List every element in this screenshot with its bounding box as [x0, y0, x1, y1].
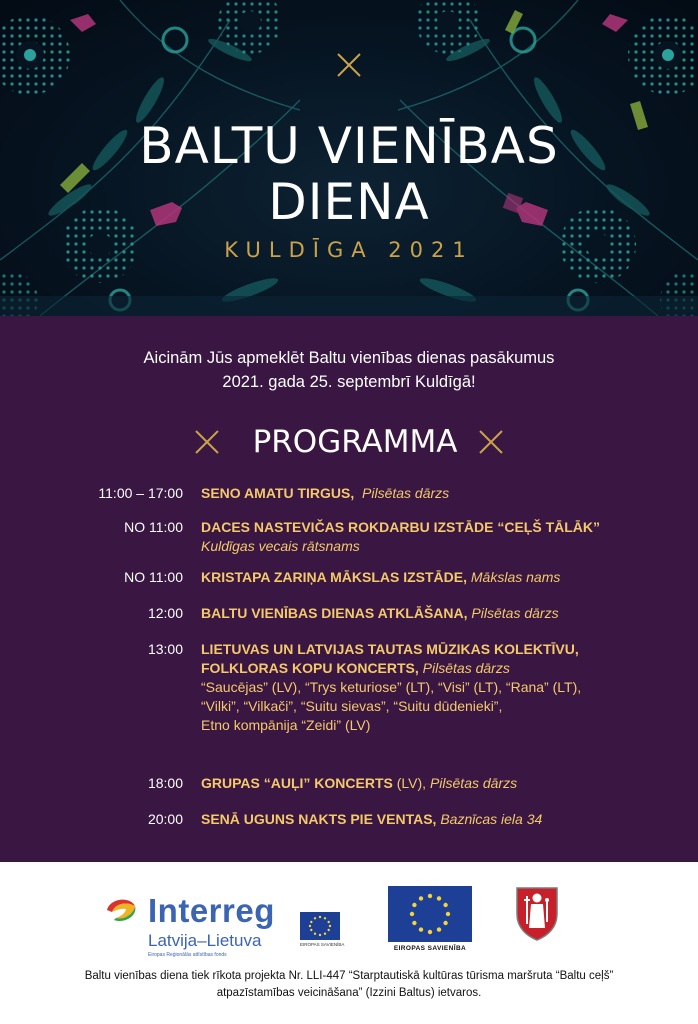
sponsor-footer	[0, 862, 698, 1024]
event-location: Pilsētas dārzs	[429, 775, 518, 791]
eu-flag-icon	[388, 886, 472, 942]
event-title: KRISTAPA ZARIŅA MĀKSLAS IZSTĀDE,	[201, 569, 467, 585]
event-time: 18:00	[147, 775, 183, 791]
top-cross-icon	[336, 52, 362, 78]
eu-small-caption: EIROPAS SAVIENĪBA	[300, 942, 345, 947]
event-subtitle: KULDĪGA 2021	[224, 238, 474, 262]
interreg-fund: Eiropas Reģionālās attīstības fonds	[148, 952, 227, 958]
interreg-swirl-icon	[104, 896, 138, 922]
cross-right-icon	[477, 428, 505, 456]
event-title-line2: FOLKLORAS KOPU KONCERTS,	[201, 660, 419, 676]
kuldiga-coat-of-arms-icon	[513, 884, 561, 942]
project-note-line2: atpazīstamības veicināšana” (Izzini Baltus) ietvaros.	[216, 987, 482, 999]
event-detail: “Saucējas” (LV), “Trys keturiose” (LT), “Visi” (LT), “Rana” (LT),	[201, 679, 582, 695]
event-title: GRUPAS “AUĻI” KONCERTS	[201, 775, 393, 791]
logo-strip	[0, 886, 698, 956]
invitation-line2: 2021. gada 25. septembrī Kuldīgā!	[222, 373, 476, 391]
programme-section	[0, 316, 698, 862]
event-suffix: (LV),	[392, 775, 427, 791]
event-time: 11:00 – 17:00	[98, 485, 183, 501]
event-title-line1: BALTU VIENĪBAS	[139, 117, 559, 175]
invitation-text	[0, 346, 698, 394]
project-note-line1: Baltu vienības diena tiek rīkota projekta Nr. LLI-447 “Starptautiskā kultūras tūrisma maršruta “Baltu ceļš”	[84, 970, 614, 982]
event-time: NO 11:00	[124, 519, 183, 535]
programme-heading	[0, 422, 698, 460]
event-time: 12:00	[147, 605, 183, 621]
cross-left-icon	[193, 428, 221, 456]
hero-banner	[0, 0, 698, 316]
invitation-line1: Aicinām Jūs apmeklēt Baltu vienības dienas pasākumus	[143, 349, 555, 367]
event-title-line2: DIENA	[268, 173, 430, 231]
event-location: Baznīcas iela 34	[440, 811, 543, 827]
event-location: Pilsētas dārzs	[471, 605, 559, 621]
event-location: Mākslas nams	[470, 569, 561, 585]
project-note	[0, 968, 698, 1002]
eu-flag-small-icon	[300, 912, 340, 940]
event-time: NO 11:00	[124, 569, 183, 585]
event-time: 20:00	[147, 811, 183, 827]
event-title: BALTU VIENĪBAS DIENAS ATKLĀŠANA,	[201, 605, 468, 621]
event-detail: “Vilki”, “Vilkači”, “Suitu sievas”, “Suitu dūdenieki”,	[201, 698, 503, 714]
event-title: SENO AMATU TIRGUS,	[201, 485, 355, 501]
event-detail: Etno kompānija “Zeidi” (LV)	[201, 717, 371, 733]
event-location: Kuldīgas vecais rātsnams	[201, 538, 360, 554]
event-title: SENĀ UGUNS NAKTS PIE VENTAS,	[201, 811, 437, 827]
interreg-region: Latvija–Lietuva	[148, 931, 262, 950]
event-location: Pilsētas dārzs	[422, 660, 510, 676]
event-time: 13:00	[147, 641, 183, 657]
event-location: Pilsētas dārzs	[362, 485, 450, 501]
programme-title: PROGRAMMA	[252, 423, 458, 460]
event-title-line1: LIETUVAS UN LATVIJAS TAUTAS MŪZIKAS KOLEKTĪVU,	[201, 641, 579, 657]
interreg-logo-text: Interreg	[148, 892, 275, 929]
event-title: DACES NASTEVIČAS ROKDARBU IZSTĀDE “CEĻŠ TĀLĀK”	[201, 519, 601, 535]
eu-caption: EIROPAS SAVIENĪBA	[393, 945, 467, 952]
